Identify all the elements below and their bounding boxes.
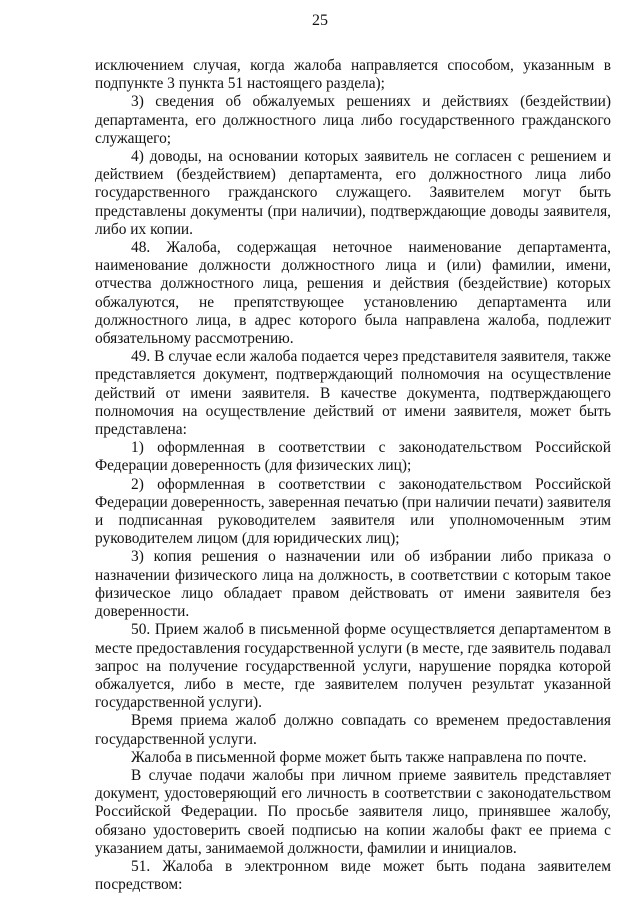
page-number: 25 [312,12,328,29]
paragraph-reception-time: Время приема жалоб должно совпадать со временем предоставления государственной услуги. [95,712,611,748]
paragraph-by-mail: Жалоба в письменной форме может быть также направлена по почте. [131,748,587,766]
paragraph-personal-reception: В случае подачи жалобы при личном приеме заявитель представляет документ, удостоверяющий его личность в соответствии с законодательством Российской Федерации. По просьбе заявителя лицо, принявшее жалобу, обязано удостоверить своей подписью на копии жалобы факт ее приема с указанием даты, занимаемой должности, фамилии и инициалов. [95,766,611,857]
paragraph-continuation: исключением случая, когда жалоба направляется способом, указанным в подпункте 3 пункта 51 настоящего раздела); [95,57,611,93]
paragraph-48: 48. Жалоба, содержащая неточное наименование департамента, наименование должности должностного лица и (или) фамилии, имени, отчества должностного лица, решения и действия (бездействие) которых обжалуются, не препятствующее установлению департамента или должностного лица, в адрес которого была направлена жалоба, подлежит обязательному рассмотрению. [95,239,611,348]
paragraph-50: 50. Прием жалоб в письменной форме осуществляется департаментом в месте предоставления государственной услуги (в месте, где заявитель подавал запрос на получение государственной услуги, нарушение порядка которой обжалуется, либо в месте, где заявителем получен результат указанной государственной услуги). [95,621,611,712]
paragraph-item-3: 3) сведения об обжалуемых решениях и действиях (бездействии) департамента, его должностного лица либо государственного гражданского служащего; [95,93,611,147]
paragraph-49: 49. В случае если жалоба подается через представителя заявителя, также представляется документ, подтверждающий полномочия на осуществление действий от имени заявителя. В качестве документа, подтверждающего полномочия на осуществление действий от имени заявителя, может быть представлена: [95,348,611,439]
paragraph-item-4: 4) доводы, на основании которых заявитель не согласен с решением и действием (бездействием) департамента, его должностного лица либо государственного гражданского служащего. Заявителем могут быть представлены документы (при наличии), подтверждающие доводы заявителя, либо их копии. [95,148,611,238]
paragraph-49-item-2: 2) оформленная в соответствии с законодательством Российской Федерации доверенность, заверенная печатью (при наличии печати) заявителя и подписанная руководителем заявителя или уполномоченным этим руководителем лицом (для юридических лиц); [95,475,611,548]
paragraph-49-item-1: 1) оформленная в соответствии с законодательством Российской Федерации доверенность (для физических лиц); [95,439,611,475]
paragraph-49-item-3: 3) копия решения о назначении или об избрании либо приказа о назначении физического лица на должность, в соответствии с которым такое физическое лицо обладает правом действовать от имени заявителя без доверенности. [95,548,611,621]
document-body [95,57,611,894]
paragraph-51: 51. Жалоба в электронном виде может быть подана заявителем посредством: [95,857,611,894]
